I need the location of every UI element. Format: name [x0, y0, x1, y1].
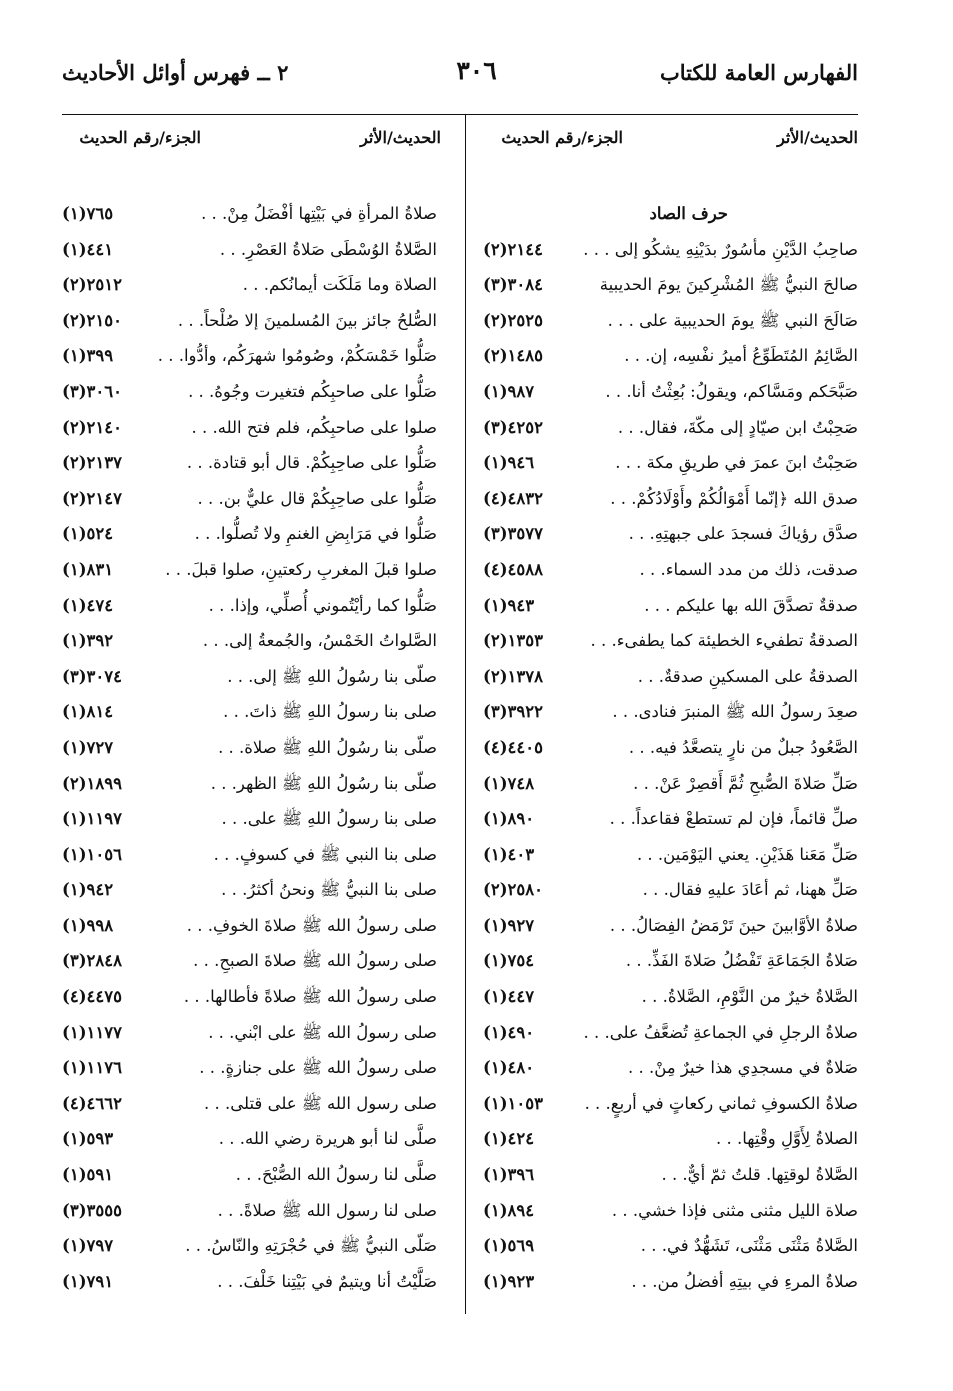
hadith-reference: (١)٥٩١: [62, 1165, 114, 1185]
hadith-reference: (٢)٢١٤٧: [62, 488, 122, 508]
hadith-reference: (١)٧٩٧: [62, 1236, 114, 1256]
hadith-text: صَلُّوا في مَرَابِضِ الغنمِ ولا تُصلُّوا. . .: [194, 524, 437, 544]
hadith-reference: (٢)١٣٧٨: [483, 666, 543, 686]
index-entry: [483, 872, 858, 908]
hadith-text: صلَّى لنا رسولُ الله الصُّبْحَ. . .: [235, 1165, 437, 1185]
hadith-text: الصَّلاةُ خيرٌ من النَّوْمِ، الصَّلاةُ. . .: [641, 987, 858, 1007]
hadith-reference: (٢)٢١٤٠: [62, 417, 122, 437]
index-entry: [483, 730, 858, 766]
hadith-reference: (٢)١٤٨٥: [483, 346, 543, 366]
hadith-reference: (١)٧٦٥: [62, 204, 114, 223]
index-entry: [62, 410, 437, 446]
right-column-ref-header: الجزء/رقم الحديث: [501, 128, 623, 147]
hadith-reference: (١)١١٩٧: [62, 809, 122, 829]
index-entry: [62, 1050, 437, 1086]
hadith-text: صدَّق رؤياكَ فسجدَ على جبهتِهِ. . .: [628, 524, 858, 544]
hadith-text: صَلِّ مَعَنا هَذَيْنِ. يعني اليَوْمَين. . .: [636, 844, 858, 864]
index-entry: [62, 1086, 437, 1122]
index-entry: [483, 1015, 858, 1051]
hadith-reference: (٣)٣٠٨٤: [483, 275, 543, 295]
hadith-reference: (٢)٢١٥٠: [62, 310, 122, 330]
hadith-reference: (١)٣٩٢: [62, 631, 114, 651]
hadith-reference: (١)١١٧٧: [62, 1022, 122, 1042]
hadith-text: الصدقةُ تطفيء الخطيئة كما يطفىء. . .: [590, 631, 858, 651]
index-entry: [483, 267, 858, 303]
section-title: ٢ ــ فهرس أوائل الأحاديث: [62, 60, 289, 85]
hadith-reference: (١)٩٤٢: [62, 880, 114, 900]
running-title: الفهارس العامة للكتاب: [659, 60, 858, 85]
column-divider: [465, 114, 466, 1314]
hadith-reference: (٢)٢٥١٢: [62, 275, 122, 295]
hadith-text: صلاةُ الرجلِ في الجماعةِ تُضعَّفُ على. . .: [583, 1022, 858, 1042]
hadith-text: صلى بنا النبي ﷺ في كسوفٍ. . .: [213, 844, 437, 864]
hadith-reference: (١)٨٣١: [62, 559, 114, 579]
index-entry: [62, 623, 437, 659]
hadith-text: صلاةُ الأوَّابينَ حينَ تَرْمَضُ الفِصَالُ. . .: [609, 915, 858, 935]
index-entry: [62, 1193, 437, 1229]
hadith-text: صَالَحَ النبي ﷺ يومَ الحديبية على . . .: [607, 310, 858, 330]
hadith-reference: (١)٥٦٩: [483, 1236, 535, 1256]
hadith-reference: (١)٥٩٣: [62, 1129, 114, 1149]
hadith-text: صلى لنا رسول الله ﷺ صلاةً. . .: [217, 1200, 437, 1220]
hadith-text: صَلاةٌ في مسجدِي هذا خيرٌ مِنْ. . .: [627, 1058, 858, 1078]
index-entry: [483, 766, 858, 802]
hadith-text: صلى رسولُ الله ﷺ على ابْني. . .: [208, 1022, 437, 1042]
hadith-text: صلاةُ المرءِ في بيتِهِ أفضلُ من. . .: [631, 1271, 858, 1291]
hadith-text: صلاةُ المرأةِ في بَيْتِها أفْضَلُ مِنْ. . .: [201, 204, 437, 223]
index-entry: [483, 1121, 858, 1157]
right-column-hadith-header: الحديث/الأثر: [777, 128, 858, 147]
index-entry: [62, 588, 437, 624]
hadith-text: صَلُّوا خَمْسَكُمْ، وصُومُوا شهرَكُم، وأدُّوا. . .: [157, 346, 437, 366]
hadith-text: صلوا على صاحبِكُم، فلم فتح الله. . .: [191, 417, 437, 437]
index-entry: [62, 872, 437, 908]
hadith-text: صدقت، ذلك من مدد السماء. . .: [639, 559, 858, 579]
index-entry: [483, 659, 858, 695]
hadith-text: صعِدَ رسولُ الله ﷺ المنبرَ فنادى. . .: [612, 702, 858, 722]
index-entry: [483, 338, 858, 374]
hadith-text: صدقةٌ تصدَّقَ الله بها عليكم . . .: [644, 595, 858, 615]
header-rule: [62, 114, 858, 115]
hadith-text: صَلاةُ الجَمَاعَةِ تَفْضُلُ صَلاةَ الفَذِّ. . .: [625, 951, 858, 971]
index-entry: [483, 1228, 858, 1264]
hadith-text: صلى رسولُ الله ﷺ صلاةَ الخوفِ. . .: [186, 915, 437, 935]
index-entry: [62, 267, 437, 303]
hadith-text: صالحَ النبيُّ ﷺ المُشْرِكينَ يومَ الحديبية: [599, 275, 858, 295]
index-entry: [62, 1157, 437, 1193]
hadith-reference: (٣)٢٨٤٨: [62, 951, 122, 971]
hadith-text: صَلِّ صَلاةَ الصُّبحِ ثُمَّ أَقصِرْ عَنْ. . .: [633, 773, 858, 793]
hadith-text: صلّى بنا رسُولُ اللهِ ﷺ صلاة. . .: [218, 737, 437, 757]
hadith-reference: (١)١٠٥٦: [62, 844, 122, 864]
hadith-reference: (٤)٤٤٧٥: [62, 987, 122, 1007]
hadith-reference: (١)٤٠٣: [483, 844, 535, 864]
hadith-reference: (١)٣٩٩: [62, 346, 114, 366]
index-entry: [483, 1050, 858, 1086]
index-entry: [483, 801, 858, 837]
hadith-text: صَلُّوا كما رأيْتُموني أُصلِّي، وإذا. . .: [208, 595, 437, 615]
index-entry: [483, 552, 858, 588]
hadith-text: صلّى بنا رسُولُ اللهِ ﷺ إلى. . .: [227, 666, 437, 686]
hadith-text: صلى رسول الله ﷺ على قتلى. . .: [204, 1093, 437, 1113]
right-index-column: [483, 196, 858, 1299]
hadith-reference: (١)١٠٥٣: [483, 1093, 543, 1113]
index-entry: [62, 374, 437, 410]
hadith-reference: (٣)٣٩٢٢: [483, 702, 543, 722]
hadith-reference: (١)٧٤٨: [483, 773, 535, 793]
index-entry: [483, 623, 858, 659]
hadith-reference: (١)٤٤٧: [483, 987, 535, 1007]
hadith-reference: (٤)٤٤٠٥: [483, 737, 543, 757]
index-entry: [483, 1193, 858, 1229]
index-entry: [62, 801, 437, 837]
hadith-reference: (١)٧٩١: [62, 1271, 114, 1291]
hadith-reference: (١)١١٧٦: [62, 1058, 122, 1078]
hadith-reference: (١)٤٧٤: [62, 595, 114, 615]
hadith-reference: (١)٨١٤: [62, 702, 114, 722]
hadith-text: صلاةُ الكسوفِ ثماني ركعاتٍ في أربعٍ. . .: [584, 1093, 858, 1113]
hadith-reference: (٢)١٣٥٣: [483, 631, 543, 651]
index-entry: [62, 979, 437, 1015]
left-index-column: [62, 196, 437, 1299]
index-entry: [62, 1121, 437, 1157]
hadith-reference: (١)٧٥٤: [483, 951, 535, 971]
index-entry: [62, 1264, 437, 1300]
hadith-reference: (٤)٤٦٦٢: [62, 1093, 122, 1113]
hadith-text: الصَّائِمُ المُتَطَوِّعُ أميرُ نفْسِه، إن. . .: [624, 346, 858, 366]
index-entry: [483, 1086, 858, 1122]
index-entry: [62, 516, 437, 552]
index-entry: [62, 481, 437, 517]
hadith-text: صلى رسولُ الله ﷺ على جنازةٍ. . .: [199, 1058, 437, 1078]
hadith-reference: (٢)٢١٣٧: [62, 453, 122, 473]
index-entry: [62, 1015, 437, 1051]
hadith-text: صَلُّوا على صاحِبِكُمْ قال عليٌّ بن. . .: [197, 488, 437, 508]
hadith-reference: (١)٤٢٤: [483, 1129, 535, 1149]
hadith-text: الصدقةُ على المسكينِ صدقةٌ. . .: [637, 666, 858, 686]
hadith-text: صلى بنا رسولُ اللهِ ﷺ ذاتَ. . .: [223, 702, 437, 722]
hadith-text: صلاة الليل مثنى مثنى فإذا خشي. . .: [611, 1200, 858, 1220]
index-entry: [62, 196, 437, 232]
index-entry: [483, 694, 858, 730]
hadith-text: صَلِّ ههنا، ثم أعَادَ عليهِ فقال. . .: [642, 880, 858, 900]
hadith-reference: (١)٤٨٠: [483, 1058, 535, 1078]
index-entry: [62, 837, 437, 873]
hadith-reference: (١)٤٤١: [62, 239, 114, 259]
index-entry: [62, 552, 437, 588]
hadith-reference: (٤)٤٥٨٨: [483, 559, 543, 579]
hadith-text: الصَّعُودُ جبلٌ من نارٍ يتصعَّدُ فيه. . .: [628, 737, 858, 757]
hadith-reference: (١)٤٩٠: [483, 1022, 535, 1042]
hadith-reference: (٣)٣٥٥٥: [62, 1200, 122, 1220]
hadith-reference: (١)٩٢٣: [483, 1271, 535, 1291]
index-entry: [62, 659, 437, 695]
hadith-reference: (١)٩٤٦: [483, 453, 535, 473]
hadith-text: الصَّلواتُ الخَمْسُ، والجُمعةُ إلى. . .: [202, 631, 437, 651]
index-entry: [62, 338, 437, 374]
hadith-reference: (٤)٤٨٣٢: [483, 488, 543, 508]
hadith-text: الصلاةُ لِأَوَّلِ وقْتِها. . .: [716, 1129, 858, 1149]
hadith-reference: (١)٨٩٤: [483, 1200, 535, 1220]
hadith-reference: (٢)١٨٩٩: [62, 773, 122, 793]
hadith-text: الصلاة وما مَلَكَت أيمانُكم. . .: [242, 275, 437, 295]
index-entry: [483, 1264, 858, 1300]
hadith-text: صَلُّوا على صاحِبِكُمْ. قال أبو قتادة. . .: [186, 453, 437, 473]
index-entry: [483, 908, 858, 944]
hadith-reference: (١)٩٢٧: [483, 915, 535, 935]
left-column-hadith-header: الحديث/الأثر: [360, 128, 441, 147]
hadith-reference: (١)٩٤٣: [483, 595, 535, 615]
hadith-text: الصَّلاةُ مَثْنَى مَثْنَى، تَشَهُّدٌ في. . .: [640, 1236, 858, 1256]
index-entry: [483, 303, 858, 339]
index-entry: [62, 694, 437, 730]
index-entry: [62, 445, 437, 481]
hadith-text: صَحِبْتُ ابن صيّادٍ إلى مكّةَ، فقال. . .: [617, 417, 858, 437]
index-entry: [62, 303, 437, 339]
hadith-text: صلى رسولُ الله ﷺ صلاةً فأطالها. . .: [183, 987, 437, 1007]
hadith-reference: (٣)٤٢٥٢: [483, 417, 543, 437]
hadith-text: صَحِبْتُ ابنَ عمرَ في طريقِ مكة . . .: [615, 453, 858, 473]
hadith-reference: (١)٧٢٧: [62, 737, 114, 757]
index-entry: [483, 481, 858, 517]
section-heading: [483, 196, 858, 232]
index-entry: [483, 374, 858, 410]
hadith-reference: (١)٩٩٨: [62, 915, 114, 935]
hadith-text: صاحِبُ الدَّيْنِ مأسُورٌ بدَيْنِهِ يشكُو إلى . . .: [583, 239, 858, 259]
index-entry: [483, 837, 858, 873]
page-number: ٣٠٦: [456, 56, 497, 85]
hadith-reference: (١)٨٩٠: [483, 809, 535, 829]
hadith-text: صَلّى النبيُّ ﷺ في حُجْرَتِهِ والنّاسُ. . .: [185, 1236, 437, 1256]
hadith-text: صلى رسولُ الله ﷺ صلاةَ الصبحِ. . .: [193, 951, 437, 971]
index-entry: [62, 232, 437, 268]
hadith-reference: (٢)٢١٤٤: [483, 239, 543, 259]
index-entry: [483, 516, 858, 552]
hadith-text: الصُّلحُ جائز بينَ المُسلمينَ إلا صُلْحاً. . .: [177, 310, 437, 330]
index-entry: [483, 445, 858, 481]
index-entry: [483, 588, 858, 624]
hadith-text: صلى بنا النبيُّ ﷺ ونحنُ أكثرُ. . .: [221, 880, 437, 900]
index-entry: [483, 1157, 858, 1193]
left-column-ref-header: الجزء/رقم الحديث: [79, 128, 201, 147]
index-entry: [62, 943, 437, 979]
index-entry: [62, 908, 437, 944]
hadith-text: الصَّلاةُ الوُسْطَى صَلاةُ العَصْرِ. . .: [219, 239, 437, 259]
hadith-text: صلِّ قائماً، فإن لم تستطعْ فقاعداً. . .: [609, 809, 858, 829]
index-entry: [62, 730, 437, 766]
hadith-text: صلوا قبلَ المغربِ ركعتينِ، صلوا قبلَ. . .: [165, 559, 437, 579]
index-entry: [483, 979, 858, 1015]
index-entry: [483, 232, 858, 268]
hadith-text: صدق الله ﴿إنّما أَمْوَالُكُمْ وأَوْلَادُكُمْ. . .: [610, 488, 858, 508]
hadith-reference: (٣)٣٠٦٠: [62, 381, 122, 401]
index-entry: [62, 1228, 437, 1264]
hadith-reference: (١)٩٨٧: [483, 381, 535, 401]
hadith-reference: (١)٣٩٦: [483, 1165, 535, 1185]
index-entry: [62, 766, 437, 802]
hadith-text: صلّى بنا رسُولُ اللهِ ﷺ الظهر. . .: [210, 773, 437, 793]
hadith-reference: (٢)٢٥٨٠: [483, 880, 543, 900]
hadith-text: صَلُّوا على صاحبِكُم فتغيرت وجُوهُ. . .: [188, 381, 437, 401]
index-entry: [483, 410, 858, 446]
hadith-text: صلَّى لنا أبو هريرة رضي الله. . .: [218, 1129, 437, 1149]
hadith-text: صَلَّيْتُ أنا ويتيمٌ في بَيْتِنا خَلْفَ. . .: [217, 1271, 437, 1291]
letter-heading: حرف الصاد: [649, 204, 728, 223]
hadith-reference: (١)٥٢٤: [62, 524, 114, 544]
hadith-text: صَبَّحَكم ومَسَّاكم، ويقولُ: بُعِثْتُ أنا. . .: [605, 381, 858, 401]
hadith-reference: (٢)٢٥٢٥: [483, 310, 543, 330]
hadith-reference: (٣)٣٠٧٤: [62, 666, 122, 686]
hadith-text: الصَّلاةُ لوقتِها. قلتُ ثمّ أيٌّ. . .: [661, 1165, 858, 1185]
index-entry: [483, 943, 858, 979]
hadith-reference: (٣)٣٥٧٧: [483, 524, 543, 544]
hadith-text: صلى بنا رسولُ اللهِ ﷺ على. . .: [221, 809, 437, 829]
